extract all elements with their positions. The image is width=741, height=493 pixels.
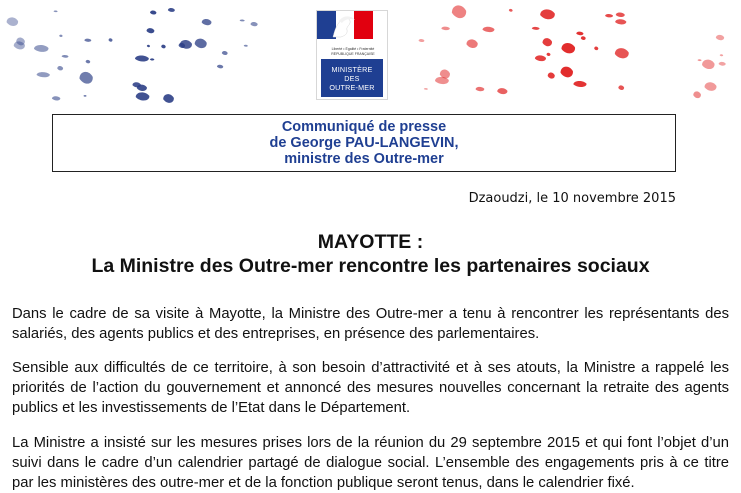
ministry-logo: [316, 10, 388, 100]
island-shape: [547, 53, 551, 56]
island-shape: [716, 35, 724, 40]
paragraph-3: La Ministre a insisté sur les mesures prises lors de la réunion du 29 septembre 2015 et qui font l’objet d’un suivi dans le cadre d’un calendrier partagé de dialogue social. L’ensemble des engagements pris à ce titre par les ministères des outre-mer et de la fonction publique seront tenus, dans le calendrier fixé.: [12, 435, 729, 491]
paragraph-2: Sensible aux difficultés de ce territoire, à son besoin d’attractivité et à ses atouts, la Ministre a rappelé les priorités de l’action du gouvernement et annoncé des mesures nouvelles concernant la retraite des agents publics et les investissements de l’Etat dans le Département.: [12, 360, 729, 416]
island-shape: [222, 51, 228, 55]
island-shape: [543, 38, 553, 46]
island-shape: [705, 82, 717, 91]
island-shape: [560, 67, 572, 78]
press-line-2: de George PAU-LANGEVIN,: [269, 135, 459, 151]
island-shape: [702, 60, 715, 69]
island-shape: [615, 48, 629, 58]
island-shape: [137, 85, 147, 91]
island-shape: [57, 66, 63, 70]
marianne-icon: [317, 11, 373, 39]
press-line-3: ministre des Outre-mer: [284, 151, 444, 167]
island-shape: [618, 85, 624, 90]
island-shape: [535, 55, 546, 61]
island-shape: [34, 45, 49, 52]
island-shape: [466, 39, 477, 48]
island-shape: [424, 88, 428, 90]
island-shape: [109, 38, 113, 41]
island-shape: [452, 5, 466, 18]
island-shape: [59, 35, 62, 37]
press-line-1: Communiqué de presse: [281, 119, 447, 135]
island-shape: [54, 11, 58, 13]
island-shape: [62, 55, 69, 58]
island-shape: [483, 27, 495, 32]
island-shape: [150, 10, 156, 14]
island-shape: [244, 45, 248, 47]
island-shape: [573, 81, 586, 87]
island-shape: [548, 72, 555, 78]
ministry-line-3: OUTRE-MER: [329, 82, 375, 92]
island-shape: [251, 22, 258, 26]
island-shape: [161, 45, 165, 49]
island-shape: [86, 60, 91, 63]
island-shape: [594, 46, 598, 50]
island-shape: [79, 72, 92, 84]
headline-line-2: La Ministre des Outre-mer rencontre les partenaires sociaux: [91, 255, 650, 277]
island-shape: [509, 9, 513, 12]
island-shape: [84, 39, 91, 42]
island-shape: [419, 39, 425, 42]
ministry-line-1: MINISTÈRE: [331, 64, 373, 74]
island-shape: [540, 9, 555, 19]
island-shape: [83, 95, 86, 97]
date-line: Dzaoudzi, le 10 novembre 2015: [468, 191, 676, 206]
island-shape: [561, 43, 575, 53]
island-shape: [37, 72, 50, 77]
island-shape: [497, 88, 507, 94]
ministry-name-block: [321, 59, 383, 97]
island-shape: [202, 19, 212, 25]
island-shape: [615, 19, 626, 24]
island-shape: [719, 62, 726, 66]
island-shape: [135, 56, 149, 62]
island-shape: [532, 27, 540, 30]
island-shape: [52, 96, 60, 100]
press-release-box: [52, 114, 676, 172]
island-shape: [7, 17, 19, 26]
island-shape: [720, 54, 723, 56]
island-shape: [240, 20, 245, 22]
paragraph-1: Dans le cadre de sa visite à Mayotte, la Ministre des Outre-mer a tenu à rencontrer les représentants des salariés, des agents publics et des entreprises, en présence des parlementaires.: [12, 306, 729, 342]
island-shape: [441, 27, 449, 31]
island-shape: [581, 36, 586, 40]
logo-republic: RÉPUBLIQUE FRANÇAISE: [331, 52, 375, 56]
island-shape: [217, 65, 223, 69]
headline: [0, 230, 741, 278]
logo-motto: Liberté • Égalité • Fraternité: [331, 47, 375, 51]
island-shape: [605, 14, 613, 17]
island-shape: [616, 12, 625, 17]
island-shape: [136, 92, 150, 100]
island-shape: [693, 91, 701, 98]
island-shape: [168, 8, 175, 12]
island-shape: [147, 28, 155, 33]
island-shape: [147, 45, 150, 47]
island-shape: [150, 58, 154, 60]
header-banner: [0, 0, 741, 105]
island-shape: [163, 94, 174, 103]
island-shape: [576, 32, 583, 36]
island-shape: [698, 59, 702, 61]
headline-line-1: MAYOTTE :: [317, 231, 424, 253]
island-shape: [476, 87, 485, 91]
ministry-line-2: DES: [344, 73, 360, 83]
island-shape: [195, 39, 207, 49]
